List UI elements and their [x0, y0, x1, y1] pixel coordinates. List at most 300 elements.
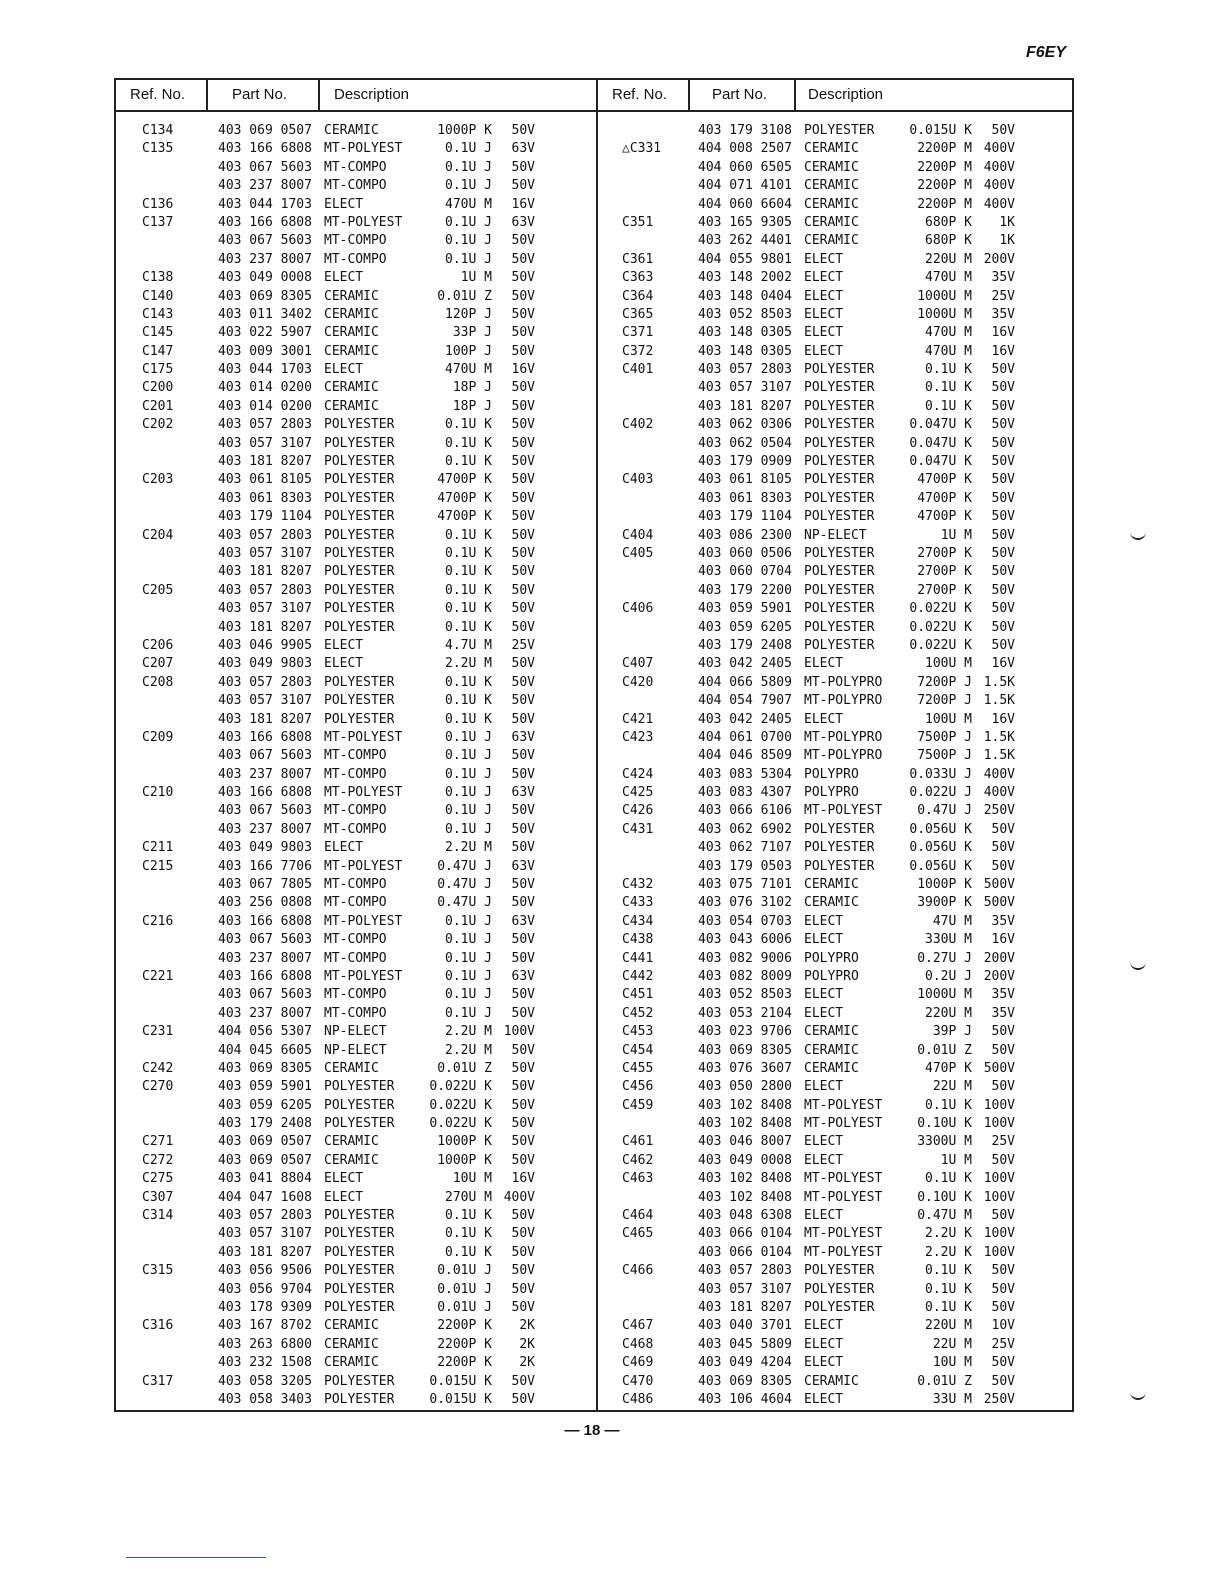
ref-no: C137	[142, 214, 174, 230]
ref-no: C442	[622, 968, 654, 984]
voltage: 50V	[511, 270, 535, 286]
part-no: 403 166 6808	[218, 968, 312, 984]
page-number: — 18 —	[564, 1422, 620, 1439]
description: POLYESTER	[324, 545, 395, 561]
value: 270U M	[445, 1189, 492, 1205]
part-no: 403 106 4604	[698, 1391, 792, 1407]
voltage: 50V	[991, 1079, 1015, 1095]
ref-no: C211	[142, 840, 174, 856]
voltage: 50V	[511, 454, 535, 470]
value: 0.1U J	[445, 729, 492, 745]
part-no: 403 062 0504	[698, 435, 792, 451]
part-no: 403 057 3107	[218, 693, 312, 709]
ref-no: C272	[142, 1152, 174, 1168]
description: ELECT	[804, 325, 844, 341]
voltage: 35V	[991, 270, 1015, 286]
description: MT-COMPO	[324, 821, 387, 837]
part-no: 403 059 5901	[218, 1079, 312, 1095]
voltage: 2K	[519, 1336, 535, 1352]
header-part-no: Part No.	[712, 86, 768, 103]
ref-no: C271	[142, 1134, 174, 1150]
ref-no: △C331	[622, 141, 662, 157]
part-no: 403 148 2002	[698, 270, 792, 286]
value: 0.47U J	[437, 895, 492, 911]
voltage: 2K	[519, 1355, 535, 1371]
part-no: 403 041 8804	[218, 1171, 312, 1187]
part-no: 403 166 6808	[218, 214, 312, 230]
voltage: 50V	[991, 840, 1015, 856]
part-no: 403 102 8408	[698, 1189, 792, 1205]
voltage: 250V	[983, 1391, 1015, 1407]
value: 2.2U M	[445, 656, 492, 672]
voltage: 50V	[511, 656, 535, 672]
voltage: 25V	[511, 637, 535, 653]
voltage: 25V	[991, 288, 1015, 304]
voltage: 50V	[511, 1060, 535, 1076]
voltage: 10V	[991, 1318, 1015, 1334]
value: 0.1U K	[925, 1300, 972, 1315]
description: POLYESTER	[324, 1097, 395, 1113]
value: 1U M	[940, 1152, 972, 1168]
ref-no: C316	[142, 1318, 174, 1334]
value: 0.01U J	[437, 1263, 492, 1279]
description: CERAMIC	[804, 178, 859, 194]
value: 10U M	[932, 1355, 972, 1371]
voltage: 100V	[983, 1226, 1015, 1242]
binding-mark	[1130, 962, 1146, 970]
description: ELECT	[804, 306, 844, 322]
voltage: 50V	[991, 1300, 1015, 1315]
description: POLYESTER	[324, 619, 395, 635]
description: POLYESTER	[804, 637, 875, 653]
description: ELECT	[804, 987, 844, 1003]
description: ELECT	[324, 270, 364, 286]
value: 0.1U K	[925, 380, 972, 396]
voltage: 35V	[991, 306, 1015, 322]
description: POLYESTER	[804, 454, 875, 470]
description: POLYESTER	[324, 1281, 395, 1297]
value: 0.47U J	[917, 803, 972, 819]
description: CERAMIC	[804, 1024, 859, 1040]
description: POLYESTER	[804, 1281, 875, 1297]
part-no: 404 054 7907	[698, 693, 792, 709]
part-no: 403 179 2200	[698, 582, 792, 598]
voltage: 50V	[511, 178, 535, 194]
part-no: 403 052 8503	[698, 306, 792, 322]
value: 2.2U K	[925, 1226, 972, 1242]
description: POLYESTER	[324, 1079, 395, 1095]
ref-no: C402	[622, 417, 654, 433]
ref-no: C209	[142, 729, 174, 745]
description: ELECT	[804, 1318, 844, 1334]
part-no: 403 023 9706	[698, 1024, 792, 1040]
part-no: 404 046 8509	[698, 748, 792, 764]
header-divider	[116, 110, 1072, 112]
binding-mark	[1130, 1392, 1146, 1400]
part-no: 403 022 5907	[218, 325, 312, 341]
part-no: 403 179 0909	[698, 454, 792, 470]
voltage: 50V	[511, 1208, 535, 1224]
part-no: 403 237 8007	[218, 766, 312, 782]
voltage: 400V	[983, 141, 1015, 157]
part-no: 403 256 0808	[218, 895, 312, 911]
value: 0.1U K	[445, 582, 492, 598]
voltage: 50V	[991, 362, 1015, 378]
value: 0.1U J	[445, 766, 492, 782]
part-no: 403 082 9006	[698, 950, 792, 966]
description: MT-POLYEST	[324, 785, 403, 801]
value: 0.1U J	[445, 932, 492, 948]
value: 0.1U K	[445, 711, 492, 727]
value: 680P K	[925, 233, 972, 249]
voltage: 50V	[991, 123, 1015, 138]
voltage: 50V	[511, 123, 535, 138]
description: CERAMIC	[324, 1336, 379, 1352]
value: 470U M	[925, 325, 972, 341]
description: ELECT	[804, 1208, 844, 1224]
part-no: 404 056 5307	[218, 1024, 312, 1040]
ref-no: C221	[142, 968, 174, 984]
value: 22U M	[932, 1336, 972, 1352]
description: CERAMIC	[804, 214, 859, 230]
description: ELECT	[324, 1171, 364, 1187]
value: 0.01U Z	[917, 1373, 972, 1389]
ref-no: C204	[142, 527, 174, 543]
value: 3300U M	[917, 1134, 972, 1150]
value: 1000U M	[917, 987, 972, 1003]
part-no: 403 067 5603	[218, 748, 312, 764]
value: 1000U M	[917, 306, 972, 322]
voltage: 50V	[511, 1244, 535, 1260]
description: ELECT	[804, 288, 844, 304]
voltage: 50V	[511, 1263, 535, 1279]
part-no: 403 237 8007	[218, 950, 312, 966]
description: NP-ELECT	[324, 1042, 387, 1058]
ref-no: C465	[622, 1226, 654, 1242]
part-no: 403 166 6808	[218, 913, 312, 929]
description: POLYPRO	[804, 968, 859, 984]
value: 4700P K	[437, 472, 492, 488]
voltage: 16V	[511, 362, 535, 378]
description: MT-COMPO	[324, 950, 387, 966]
ref-no: C364	[622, 288, 654, 304]
description: ELECT	[804, 1336, 844, 1352]
value: 680P K	[925, 214, 972, 230]
value: 0.1U K	[445, 1244, 492, 1260]
voltage: 35V	[991, 913, 1015, 929]
value: 0.056U K	[909, 840, 972, 856]
description: POLYESTER	[324, 1116, 395, 1132]
ref-no: C201	[142, 398, 174, 414]
value: 470U M	[445, 196, 492, 212]
description: POLYPRO	[804, 785, 859, 801]
voltage: 50V	[511, 1134, 535, 1150]
ref-no: C145	[142, 325, 174, 341]
description: ELECT	[804, 913, 844, 929]
part-no: 403 069 8305	[218, 1060, 312, 1076]
ref-no: C424	[622, 766, 654, 782]
part-no: 403 062 6902	[698, 821, 792, 837]
voltage: 500V	[983, 877, 1015, 893]
part-no: 403 049 4204	[698, 1355, 792, 1371]
part-no: 403 069 8305	[698, 1042, 792, 1058]
voltage: 50V	[991, 398, 1015, 414]
value: 0.2U J	[925, 968, 972, 984]
ref-no: C461	[622, 1134, 654, 1150]
part-no: 403 069 8305	[218, 288, 312, 304]
part-no: 403 057 3107	[218, 1226, 312, 1242]
ref-no: C134	[142, 123, 174, 138]
ref-no: C426	[622, 803, 654, 819]
description: POLYESTER	[804, 398, 875, 414]
ref-no: C407	[622, 656, 654, 672]
description: POLYESTER	[324, 472, 395, 488]
voltage: 50V	[511, 582, 535, 598]
part-no: 403 262 4401	[698, 233, 792, 249]
description: POLYESTER	[804, 1300, 875, 1315]
scan-line	[126, 1557, 266, 1558]
description: POLYESTER	[804, 821, 875, 837]
description: POLYESTER	[804, 840, 875, 856]
voltage: 200V	[983, 950, 1015, 966]
voltage: 50V	[511, 545, 535, 561]
voltage: 50V	[991, 435, 1015, 451]
voltage: 50V	[511, 343, 535, 359]
voltage: 16V	[991, 343, 1015, 359]
description: ELECT	[804, 251, 844, 267]
voltage: 50V	[511, 417, 535, 433]
voltage: 50V	[991, 1355, 1015, 1371]
part-no: 403 057 2803	[218, 674, 312, 690]
voltage: 25V	[991, 1134, 1015, 1150]
voltage: 63V	[511, 968, 535, 984]
value: 47U M	[932, 913, 972, 929]
part-no: 403 181 8207	[218, 564, 312, 580]
value: 1000P K	[917, 877, 972, 893]
description: POLYESTER	[804, 601, 875, 617]
description: POLYESTER	[324, 1391, 395, 1407]
part-no: 403 076 3102	[698, 895, 792, 911]
description: ELECT	[804, 711, 844, 727]
voltage: 1.5K	[983, 748, 1015, 764]
ref-no: C468	[622, 1336, 654, 1352]
ref-no: C466	[622, 1263, 654, 1279]
voltage: 63V	[511, 729, 535, 745]
value: 0.1U K	[925, 1171, 972, 1187]
value: 0.015U K	[429, 1373, 492, 1389]
description: POLYESTER	[324, 564, 395, 580]
value: 18P J	[452, 398, 492, 414]
description: CERAMIC	[804, 141, 859, 157]
description: POLYESTER	[324, 454, 395, 470]
part-no: 403 009 3001	[218, 343, 312, 359]
part-no: 403 061 8303	[218, 490, 312, 506]
value: 4700P K	[437, 509, 492, 525]
description: MT-COMPO	[324, 233, 387, 249]
description: MT-POLYEST	[324, 913, 403, 929]
part-no: 403 067 5603	[218, 159, 312, 175]
part-no: 403 050 2800	[698, 1079, 792, 1095]
ref-no: C451	[622, 987, 654, 1003]
description: CERAMIC	[324, 288, 379, 304]
description: POLYESTER	[804, 435, 875, 451]
part-no: 403 102 8408	[698, 1097, 792, 1113]
description: POLYESTER	[324, 1244, 395, 1260]
description: POLYESTER	[804, 1263, 875, 1279]
value: 7200P J	[917, 693, 972, 709]
voltage: 50V	[511, 564, 535, 580]
description: MT-POLYEST	[804, 1226, 883, 1242]
value: 0.1U J	[445, 159, 492, 175]
value: 100U M	[925, 656, 972, 672]
value: 0.1U K	[925, 398, 972, 414]
voltage: 50V	[991, 527, 1015, 543]
part-no: 403 014 0200	[218, 398, 312, 414]
ref-no: C231	[142, 1024, 174, 1040]
part-no: 403 179 2408	[218, 1116, 312, 1132]
voltage: 50V	[511, 435, 535, 451]
description: POLYPRO	[804, 766, 859, 782]
ref-no: C138	[142, 270, 174, 286]
description: CERAMIC	[804, 196, 859, 212]
voltage: 50V	[511, 711, 535, 727]
part-no: 403 178 9309	[218, 1300, 312, 1315]
value: 0.01U Z	[437, 1060, 492, 1076]
value: 0.1U J	[445, 803, 492, 819]
description: POLYESTER	[804, 509, 875, 525]
value: 0.1U J	[445, 251, 492, 267]
column-divider	[318, 80, 320, 111]
voltage: 63V	[511, 141, 535, 157]
value: 2200P K	[437, 1318, 492, 1334]
value: 0.1U K	[925, 1097, 972, 1113]
part-no: 403 166 6808	[218, 729, 312, 745]
description: POLYESTER	[804, 472, 875, 488]
description: MT-POLYPRO	[804, 674, 883, 690]
part-no: 403 067 5603	[218, 932, 312, 948]
value: 0.1U K	[445, 1208, 492, 1224]
description: ELECT	[324, 362, 364, 378]
part-no: 403 061 8105	[698, 472, 792, 488]
voltage: 16V	[991, 711, 1015, 727]
description: MT-COMPO	[324, 803, 387, 819]
value: 0.10U K	[917, 1189, 972, 1205]
part-no: 403 057 3107	[698, 380, 792, 396]
part-no: 404 060 6604	[698, 196, 792, 212]
voltage: 2K	[519, 1318, 535, 1334]
voltage: 400V	[503, 1189, 535, 1205]
value: 330U M	[925, 932, 972, 948]
part-no: 403 056 9506	[218, 1263, 312, 1279]
ref-no: C147	[142, 343, 174, 359]
ref-no: C434	[622, 913, 654, 929]
description: ELECT	[804, 1079, 844, 1095]
description: POLYESTER	[804, 417, 875, 433]
value: 0.1U J	[445, 233, 492, 249]
part-no: 403 044 1703	[218, 362, 312, 378]
description: CERAMIC	[324, 325, 379, 341]
description: CERAMIC	[324, 398, 379, 414]
description: MT-COMPO	[324, 932, 387, 948]
voltage: 100V	[983, 1189, 1015, 1205]
description: NP-ELECT	[804, 527, 867, 543]
value: 0.47U J	[437, 877, 492, 893]
ref-no: C433	[622, 895, 654, 911]
value: 2.2U M	[445, 840, 492, 856]
description: CERAMIC	[804, 877, 859, 893]
ref-no: C401	[622, 362, 654, 378]
ref-no: C363	[622, 270, 654, 286]
ref-no: C464	[622, 1208, 654, 1224]
value: 0.1U J	[445, 785, 492, 801]
value: 0.1U J	[445, 968, 492, 984]
description: CERAMIC	[804, 1042, 859, 1058]
value: 120P J	[445, 306, 492, 322]
part-no: 403 044 1703	[218, 196, 312, 212]
description: MT-POLYEST	[804, 1244, 883, 1260]
value: 0.47U M	[917, 1208, 972, 1224]
value: 0.27U J	[917, 950, 972, 966]
part-no: 403 058 3205	[218, 1373, 312, 1389]
description: POLYESTER	[804, 564, 875, 580]
value: 0.1U K	[445, 545, 492, 561]
part-no: 403 069 8305	[698, 1373, 792, 1389]
value: 2200P K	[437, 1336, 492, 1352]
value: 100P J	[445, 343, 492, 359]
value: 0.1U K	[445, 674, 492, 690]
ref-no: C467	[622, 1318, 654, 1334]
part-no: 403 263 6800	[218, 1336, 312, 1352]
description: MT-POLYEST	[324, 858, 403, 874]
voltage: 63V	[511, 858, 535, 874]
part-no: 403 057 3107	[698, 1281, 792, 1297]
description: CERAMIC	[324, 1318, 379, 1334]
part-no: 403 102 8408	[698, 1171, 792, 1187]
description: POLYESTER	[324, 674, 395, 690]
voltage: 50V	[511, 509, 535, 525]
part-no: 403 014 0200	[218, 380, 312, 396]
voltage: 50V	[991, 564, 1015, 580]
part-no: 403 086 2300	[698, 527, 792, 543]
part-no: 403 181 8207	[218, 454, 312, 470]
description: MT-POLYEST	[804, 1116, 883, 1132]
description: CERAMIC	[324, 123, 379, 138]
voltage: 50V	[511, 1226, 535, 1242]
description: CERAMIC	[804, 1060, 859, 1076]
part-no: 403 053 2104	[698, 1005, 792, 1021]
value: 470P K	[925, 1060, 972, 1076]
voltage: 50V	[991, 545, 1015, 561]
ref-no: C206	[142, 637, 174, 653]
value: 1U M	[940, 527, 972, 543]
description: MT-COMPO	[324, 987, 387, 1003]
voltage: 50V	[991, 490, 1015, 506]
voltage: 50V	[511, 950, 535, 966]
ref-no: C432	[622, 877, 654, 893]
description: MT-COMPO	[324, 895, 387, 911]
voltage: 200V	[983, 251, 1015, 267]
voltage: 16V	[991, 932, 1015, 948]
part-no: 403 069 0507	[218, 123, 312, 138]
part-no: 403 076 3607	[698, 1060, 792, 1076]
ref-no: C423	[622, 729, 654, 745]
value: 0.1U J	[445, 950, 492, 966]
part-no: 403 067 5603	[218, 233, 312, 249]
voltage: 50V	[511, 840, 535, 856]
voltage: 16V	[991, 656, 1015, 672]
description: ELECT	[804, 1152, 844, 1168]
header-ref-no: Ref. No.	[130, 86, 186, 103]
